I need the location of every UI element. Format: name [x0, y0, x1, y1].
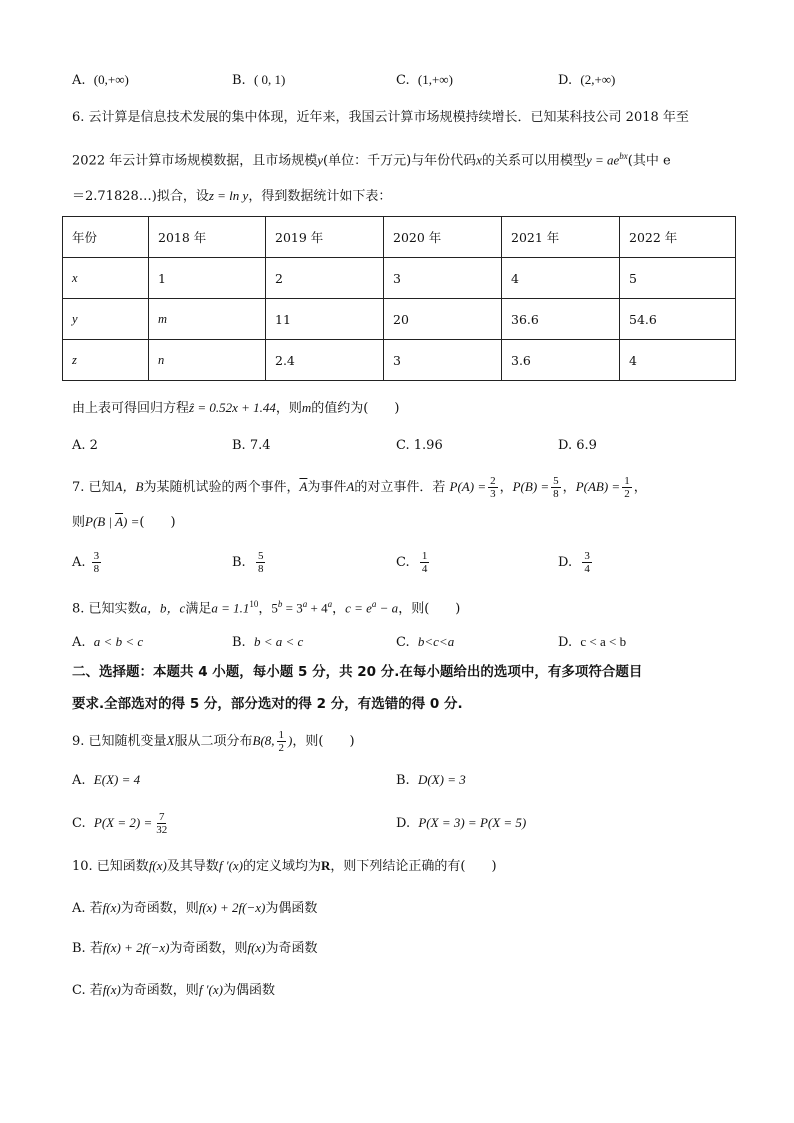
table-cell: 2 — [266, 258, 384, 299]
table-row — [63, 217, 736, 258]
table-cell: 年份 — [63, 217, 149, 258]
q6-option-d[interactable]: D. 6.9 — [558, 438, 597, 453]
table-cell: 11 — [266, 299, 384, 340]
q6-line-2: 2022 年云计算市场规模数据，且市场规模y(单位：千万元)与年份代码x的关系可以用模型$y = ae^{bx}$(其中 e — [72, 151, 671, 169]
q7-line-2: 则P(B | $\overline{A}$) =( ) — [72, 514, 176, 530]
q9-line: 9. 已知随机变量X服从二项分布B(8, $\frac{1}{2}$ )，则( ) — [72, 729, 355, 754]
table-cell: y — [63, 299, 149, 340]
q9-option-d[interactable]: D. P(X = 3) = P(X = 5) — [396, 815, 527, 831]
table-row — [63, 340, 736, 381]
q9-option-b[interactable]: B. D(X) = 3 — [396, 772, 466, 788]
q8-option-b[interactable]: B. b < a < c — [232, 634, 304, 650]
table-cell: 2020 年 — [384, 217, 502, 258]
q10-line: 10. 已知函数f(x)及其导数f ′(x)的定义域均为R，则下列结论正确的有( ) — [72, 858, 497, 874]
q5-option-a[interactable]: A. (0,+∞) — [72, 72, 129, 88]
section-2-heading-line-1: 二、选择题：本题共 4 小题，每小题 5 分，共 20 分.在每小题给出的选项中，有多项符合题目 — [72, 664, 643, 680]
table-cell: 2019 年 — [266, 217, 384, 258]
table-cell: 4 — [620, 340, 736, 381]
fraction: $\frac{5}{8}$ — [553, 475, 559, 500]
q6-line-3: ＝2.71828…)拟合，设z = ln y，得到数据统计如下表： — [72, 188, 392, 204]
q9-option-a[interactable]: A. E(X) = 4 — [72, 772, 141, 788]
q5-option-c[interactable]: C. (1,+∞) — [396, 72, 453, 88]
q5-option-d[interactable]: D. (2,+∞) — [558, 72, 616, 88]
fraction: $\frac{2}{3}$ — [490, 475, 496, 500]
table-cell: 3 — [384, 258, 502, 299]
table-cell: 20 — [384, 299, 502, 340]
table-row — [63, 299, 736, 340]
q6-option-c[interactable]: C. 1.96 — [396, 438, 443, 453]
table-cell: 4 — [502, 258, 620, 299]
q7-option-b[interactable]: B. $\frac{5}{8}$ — [232, 550, 264, 575]
q6-regression-line: 由上表可得回归方程ẑ = 0.52x + 1.44，则m的值约为( ) — [72, 400, 400, 416]
q7-line-1: 7. 已知A，B为某随机试验的两个事件，$\overline{A}$为事件A的对立事件．若 P(A) = $\frac{2}{3}$ ，P(B) = $\frac{5}{8}$ ，P(AB) = $\frac{1}{2}$ ， — [72, 475, 647, 500]
table-cell: 36.6 — [502, 299, 620, 340]
fraction: $\frac{1}{2}$ — [278, 729, 285, 754]
table-cell: 3.6 — [502, 340, 620, 381]
q6-line-1: 6. 云计算是信息技术发展的集中体现，近年来，我国云计算市场规模持续增长．已知某科技公司 2018 年至 — [72, 110, 689, 125]
q7-option-a[interactable]: A. $\frac{3}{8}$ — [72, 550, 100, 575]
table-cell: x — [63, 258, 149, 299]
table-cell: 54.6 — [620, 299, 736, 340]
q8-option-c[interactable]: C. b<c<a — [396, 634, 455, 650]
table-cell: 2018 年 — [149, 217, 266, 258]
table-cell: 2022 年 — [620, 217, 736, 258]
q10-option-b[interactable]: B. 若f(x) + 2f(−x)为奇函数，则f(x)为奇函数 — [72, 940, 318, 956]
table-cell: 2021 年 — [502, 217, 620, 258]
table-row — [63, 258, 736, 299]
q10-option-a[interactable]: A. 若f(x)为奇函数，则f(x) + 2f(−x)为偶函数 — [72, 900, 318, 916]
table-cell: n — [149, 340, 266, 381]
data-table — [62, 216, 736, 381]
table-cell: 3 — [384, 340, 502, 381]
q6-option-a[interactable]: A. 2 — [72, 438, 98, 453]
q9-option-c[interactable]: C. P(X = 2) = $\frac{7}{32}$ — [72, 811, 168, 836]
q8-option-a[interactable]: A. a < b < c — [72, 634, 144, 650]
table-cell: z — [63, 340, 149, 381]
table-cell: 5 — [620, 258, 736, 299]
q5-option-b[interactable]: B. ( 0, 1) — [232, 72, 286, 88]
table-cell: 1 — [149, 258, 266, 299]
q8-option-d[interactable]: D. c < a < b — [558, 634, 627, 650]
q7-option-c[interactable]: C. $\frac{1}{4}$ — [396, 550, 428, 575]
table-cell: 2.4 — [266, 340, 384, 381]
q8-line: 8. 已知实数a，b，c满足$a = 1.1^{10}$，$5^b = 3^a + 4^a$，$c = e^a - a$，则( ) — [72, 599, 461, 617]
section-2-heading-line-2: 要求.全部选对的得 5 分，部分选对的得 2 分，有选错的得 0 分. — [72, 696, 463, 712]
table-cell: m — [149, 299, 266, 340]
fraction: $\frac{1}{2}$ — [624, 475, 630, 500]
q7-option-d[interactable]: D. $\frac{3}{4}$ — [558, 550, 590, 575]
q6-option-b[interactable]: B. 7.4 — [232, 438, 271, 453]
q10-option-c[interactable]: C. 若f(x)为奇函数，则f ′(x)为偶函数 — [72, 982, 275, 998]
